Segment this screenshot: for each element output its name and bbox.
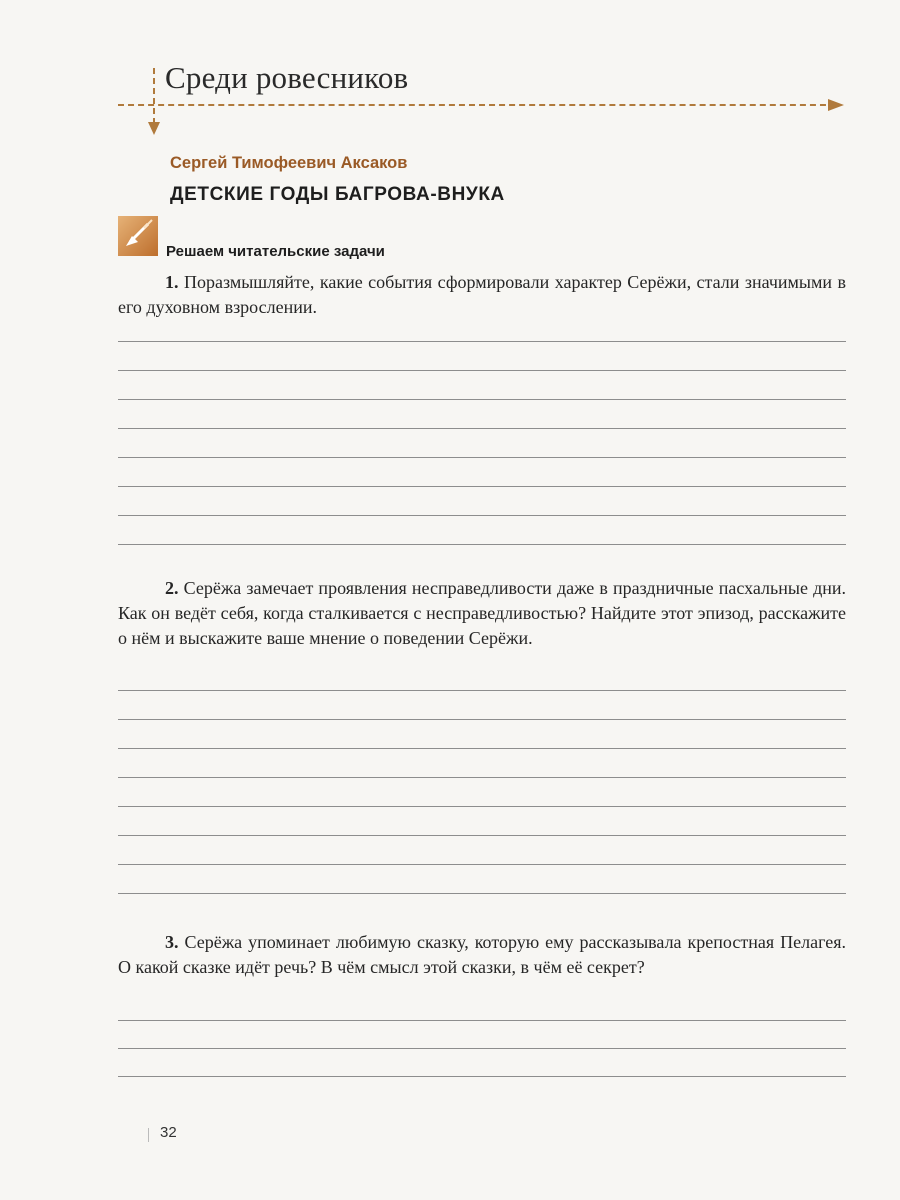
answer-line[interactable] [118, 428, 846, 429]
answer-line[interactable] [118, 544, 846, 545]
page-number: 32 [160, 1124, 177, 1141]
arrow-down-icon [148, 122, 160, 135]
task-number: 1. [165, 272, 179, 292]
answer-line[interactable] [118, 864, 846, 865]
answer-line[interactable] [118, 370, 846, 371]
task-number: 3. [165, 932, 179, 952]
header-vertical-dash [153, 68, 155, 124]
answer-line[interactable] [118, 1048, 846, 1049]
answer-line[interactable] [118, 457, 846, 458]
task-3 [118, 930, 846, 980]
answer-line[interactable] [118, 486, 846, 487]
subheading: Решаем читательские задачи [166, 243, 385, 260]
answer-line[interactable] [118, 1076, 846, 1077]
answer-line[interactable] [118, 893, 846, 894]
arrow-right-icon [828, 99, 844, 111]
header-horizontal-dash [118, 104, 836, 106]
answer-line[interactable] [118, 777, 846, 778]
answer-line[interactable] [118, 690, 846, 691]
task-text: Серёжа упоминает любимую сказку, которую ему рассказывала крепостная Пелагея. О какой сказке идёт речь? В чём смысл этой сказки, в чём её секрет? [118, 932, 846, 977]
task-text: Поразмышляйте, какие события сформировали характер Серёжи, стали значимыми в его духовном взрослении. [118, 272, 847, 317]
answer-line[interactable] [118, 341, 846, 342]
task-text: Серёжа замечает проявления несправедливости даже в праздничные пасхальные дни. Как он ведёт себя, когда сталкивается с несправедливостью? Найдите этот эпизод, расскажите о нём и выскажите ваше мнение о поведении Серёжи. [118, 578, 846, 648]
author-name: Сергей Тимофеевич Аксаков [170, 154, 408, 172]
section-title: Среди ровесников [165, 60, 409, 95]
work-title: ДЕТСКИЕ ГОДЫ БАГРОВА-ВНУКА [170, 184, 505, 205]
answer-line[interactable] [118, 806, 846, 807]
answer-line[interactable] [118, 399, 846, 400]
answer-line[interactable] [118, 719, 846, 720]
arrow-pencil-icon [118, 216, 158, 256]
task-1 [118, 270, 846, 320]
task-2 [118, 576, 846, 651]
page-margin-tick [148, 1128, 149, 1142]
answer-line[interactable] [118, 1020, 846, 1021]
answer-line[interactable] [118, 748, 846, 749]
task-number: 2. [165, 578, 179, 598]
answer-line[interactable] [118, 515, 846, 516]
answer-line[interactable] [118, 835, 846, 836]
